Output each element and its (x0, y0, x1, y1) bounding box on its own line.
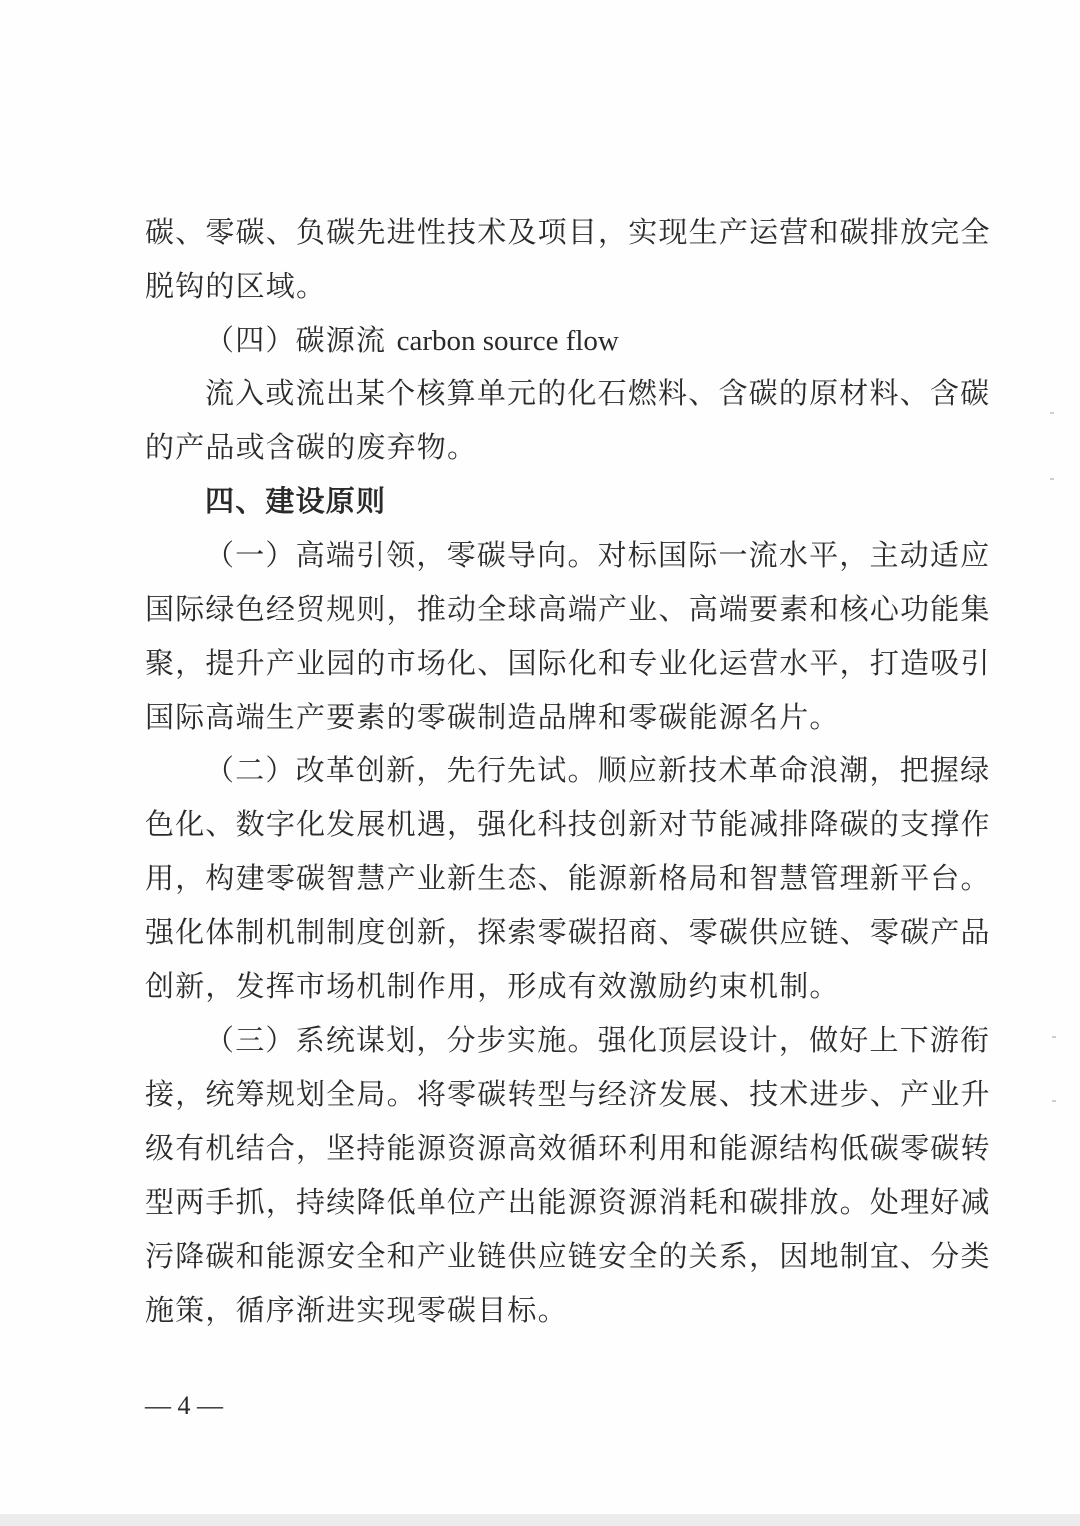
text-line: 流 入 或 流 出 某 个 核 算 单 元 的 化 石 燃 料 、 含 碳 的 原 材 料 、 含 碳 (205, 376, 991, 410)
text-line: 国 际 绿 色 经 贸 规 则 ， 推 动 全 球 高 端 产 业 、 高 端 要 素 和 核 心 功 能 集 (145, 592, 991, 626)
text-line: （ 三 ） 系 统 谋 划 ， 分 步 实 施 。 强 化 顶 层 设 计 ， 做 好 上 下 游 衔 (205, 1023, 991, 1057)
text-line: 创新，发挥市场机制作用，形成有效激励约束机制。 (145, 969, 840, 1003)
text-line: （四）碳源流 carbon source flow (205, 323, 619, 357)
text-line: 聚 ， 提 升 产 业 园 的 市 场 化 、 国 际 化 和 专 业 化 运 营 水 平 ， 打 造 吸 引 (145, 646, 991, 680)
text-line: 级 有 机 结 合 ， 坚 持 能 源 资 源 高 效 循 环 利 用 和 能 源 结 构 低 碳 零 碳 转 (145, 1131, 991, 1165)
scan-edge (0, 1514, 1080, 1526)
scan-speck (1050, 478, 1054, 480)
text-line: 碳 、 零 碳 、 负 碳 先 进 性 技 术 及 项 目 ， 实 现 生 产 运 营 和 碳 排 放 完 全 (145, 215, 991, 249)
section-heading: 四、建设原则 (205, 484, 387, 518)
text-line: 用 ， 构 建 零 碳 智 慧 产 业 新 生 态 、 能 源 新 格 局 和 智 慧 管 理 新 平 台 。 (145, 861, 991, 895)
text-line: 接 ， 统 筹 规 划 全 局 。 将 零 碳 转 型 与 经 济 发 展 、 技 术 进 步 、 产 业 升 (145, 1077, 991, 1111)
text-line: 国际高端生产要素的零碳制造品牌和零碳能源名片。 (145, 700, 840, 734)
scan-speck (1052, 1036, 1056, 1038)
text-line: 强 化 体 制 机 制 制 度 创 新 ， 探 索 零 碳 招 商 、 零 碳 供 应 链 、 零 碳 产 品 (145, 915, 991, 949)
text-line: 污 降 碳 和 能 源 安 全 和 产 业 链 供 应 链 安 全 的 关 系 ， 因 地 制 宜 、 分 类 (145, 1239, 991, 1273)
text-line: 的产品或含碳的废弃物。 (145, 430, 478, 464)
scan-speck (1052, 1100, 1056, 1102)
text-line: 型 两 手 抓 ， 持 续 降 低 单 位 产 出 能 源 资 源 消 耗 和 碳 排 放 。 处 理 好 减 (145, 1185, 991, 1219)
text-line: 脱钩的区域。 (145, 269, 327, 303)
scan-speck (1050, 412, 1054, 414)
text-line: （ 一 ） 高 端 引 领 ， 零 碳 导 向 。 对 标 国 际 一 流 水 平 ， 主 动 适 应 (205, 538, 991, 572)
page-number: — 4 — (145, 1391, 223, 1420)
text-line: （ 二 ） 改 革 创 新 ， 先 行 先 试 。 顺 应 新 技 术 革 命 浪 潮 ， 把 握 绿 (205, 753, 991, 787)
text-line: 色 化 、 数 字 化 发 展 机 遇 ， 强 化 科 技 创 新 对 节 能 减 排 降 碳 的 支 撑 作 (145, 807, 991, 841)
text-line: 施策，循序渐进实现零碳目标。 (145, 1293, 568, 1327)
